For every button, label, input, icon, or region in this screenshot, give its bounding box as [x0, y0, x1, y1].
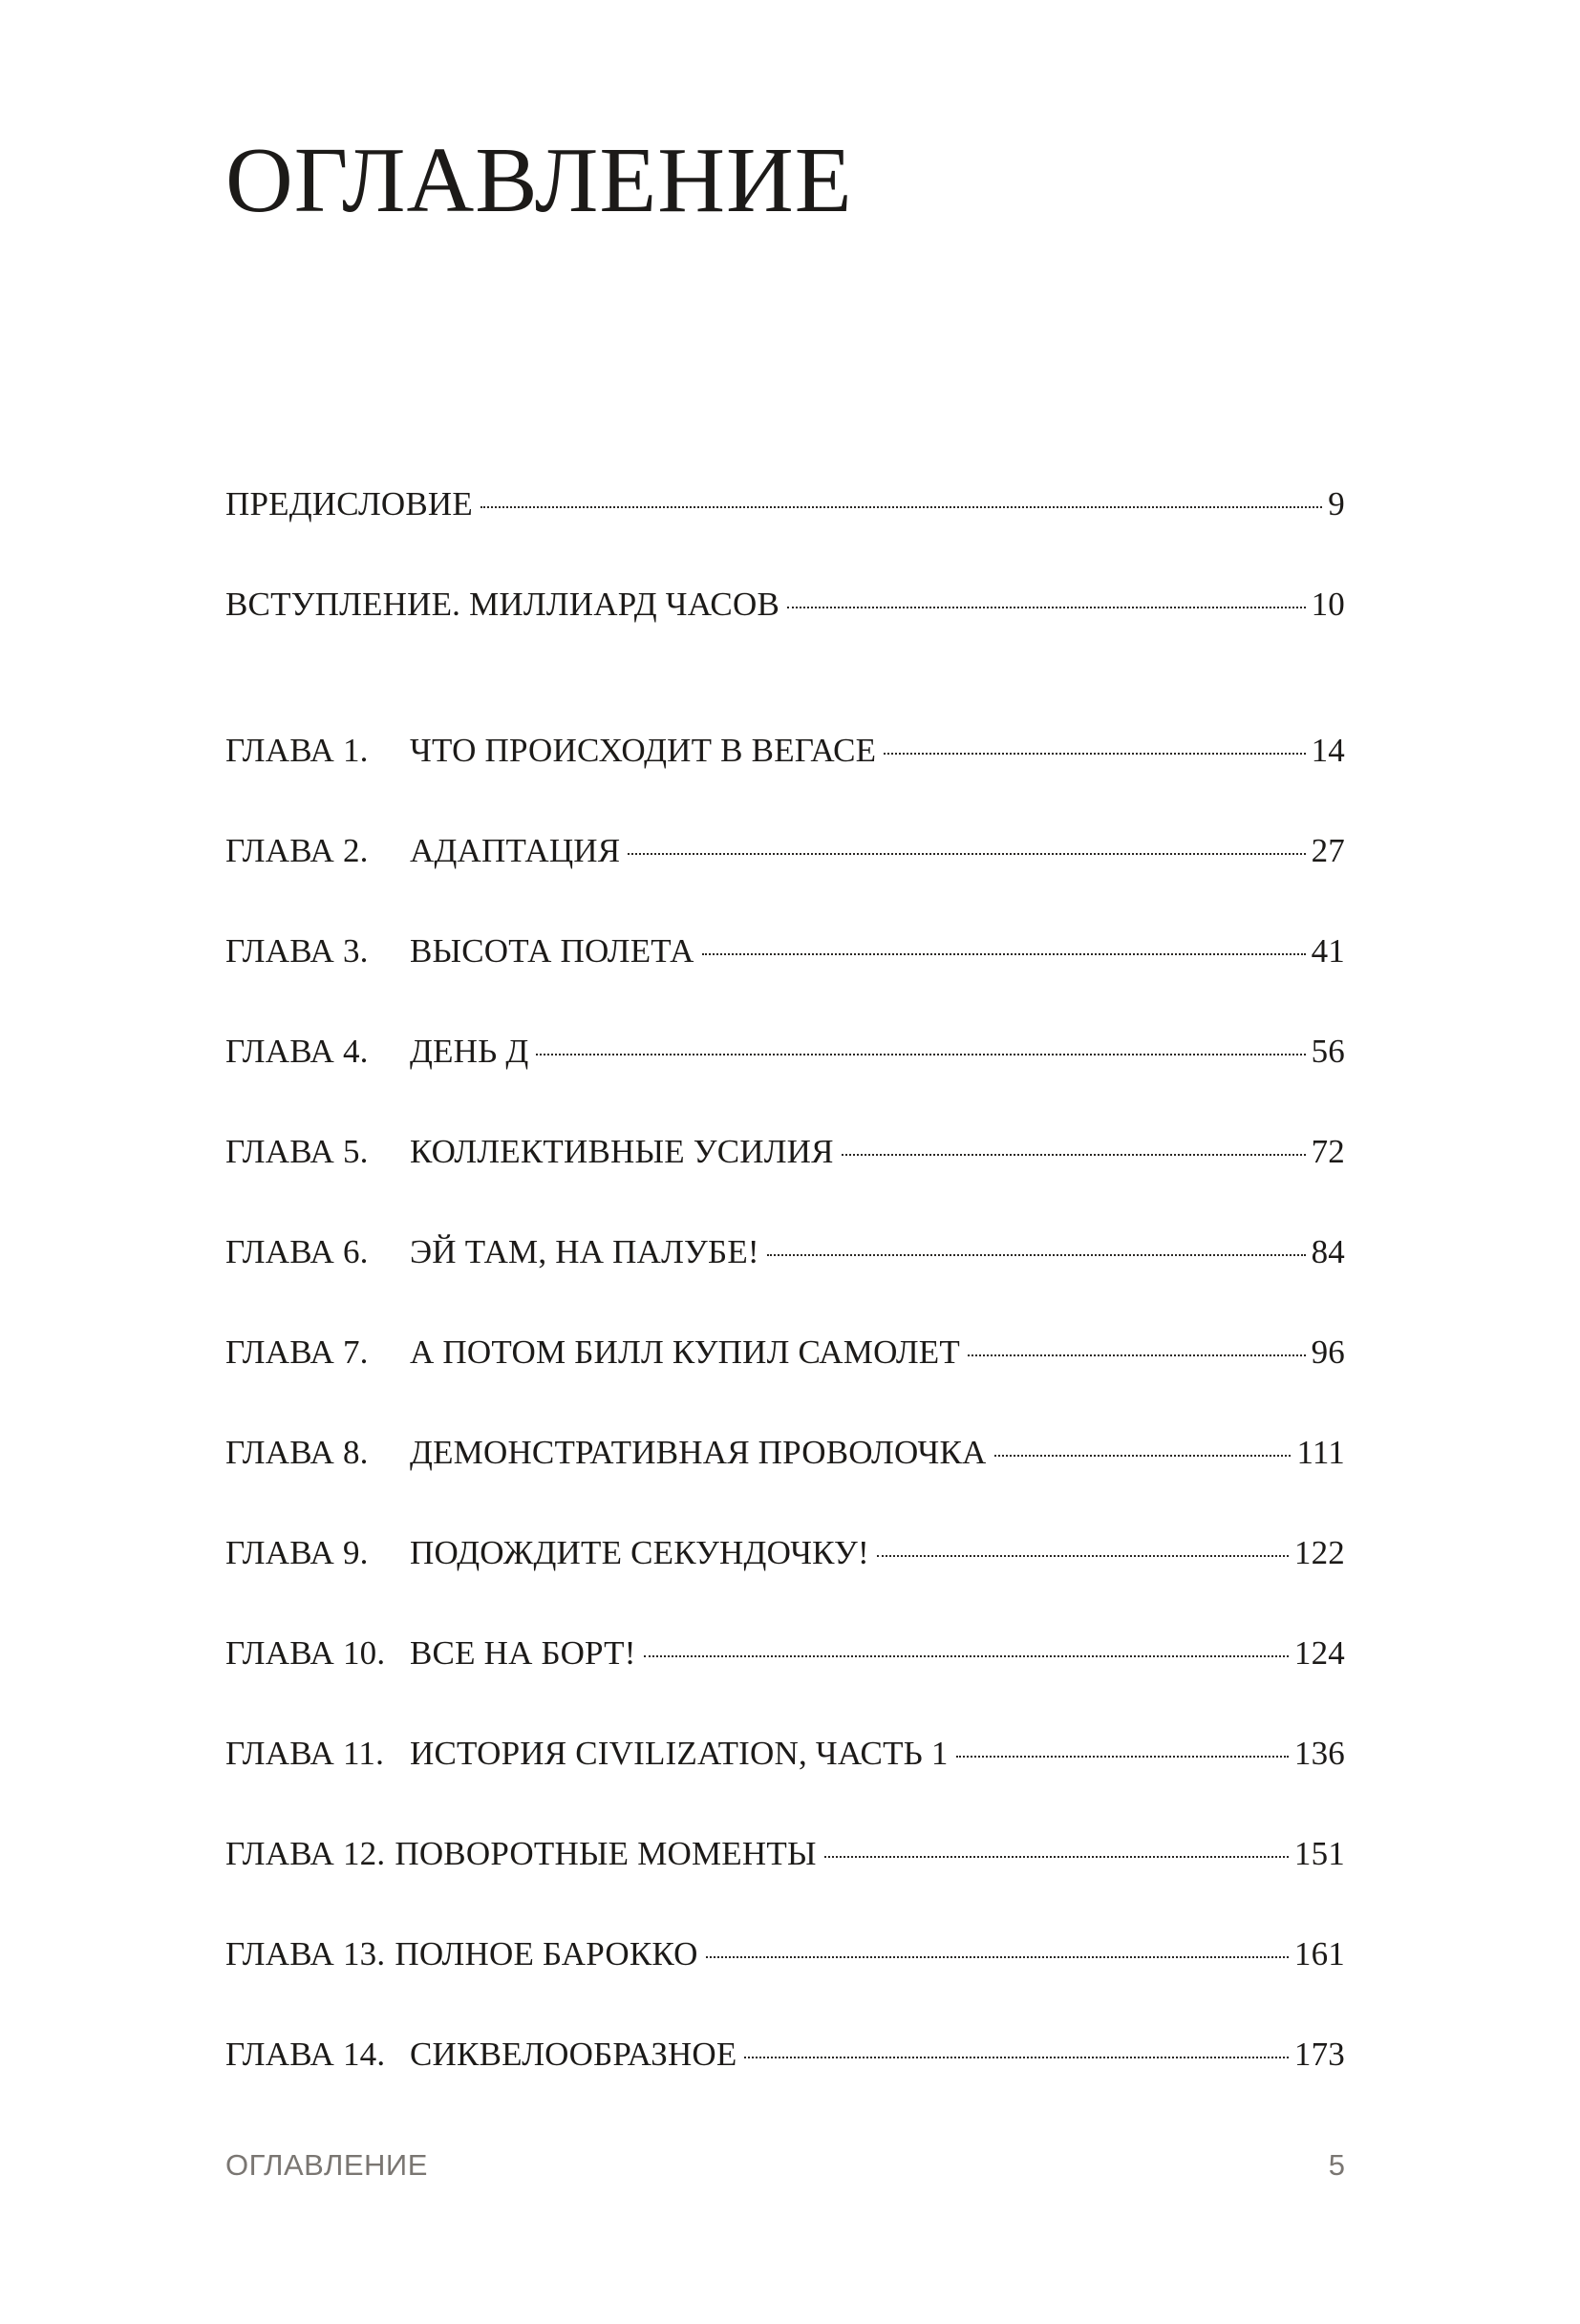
toc-entry-chapter-14[interactable] — [225, 2036, 1345, 2136]
toc-entry-page: 161 — [1293, 1935, 1345, 1972]
dot-leader — [787, 607, 1306, 608]
toc-entry-chapter-3[interactable] — [225, 932, 1345, 1033]
toc-chapter-number: ГЛАВА 9. — [225, 1534, 369, 1571]
toc-entry-page: 72 — [1311, 1133, 1345, 1170]
toc-entry-title: ДЕНЬ Д — [410, 1033, 529, 1070]
dot-leader — [702, 953, 1306, 955]
toc-entry-chapter-10[interactable] — [225, 1634, 1345, 1735]
toc-entry-title: ВЫСОТА ПОЛЕТА — [410, 932, 694, 970]
toc-chapter-number: ГЛАВА 5. — [225, 1133, 369, 1170]
dot-leader — [884, 753, 1305, 755]
toc-entry-title: ИСТОРИЯ CIVILIZATION, ЧАСТЬ 1 — [410, 1735, 949, 1772]
dot-leader — [994, 1455, 1292, 1457]
toc-entry-page: 96 — [1311, 1333, 1345, 1371]
toc-chapter-number: ГЛАВА 3. — [225, 932, 369, 970]
toc-entry-title: КОЛЛЕКТИВНЫЕ УСИЛИЯ — [410, 1133, 834, 1170]
dot-leader — [842, 1154, 1306, 1156]
table-of-contents — [225, 485, 1345, 2136]
dot-leader — [628, 853, 1305, 855]
toc-entry-page: 136 — [1293, 1735, 1345, 1772]
toc-chapter-number: ГЛАВА 7. — [225, 1333, 369, 1371]
dot-leader — [767, 1254, 1306, 1256]
page-number: 5 — [1328, 2148, 1345, 2182]
toc-entry-foreword[interactable] — [225, 485, 1345, 586]
toc-entry-title: ЧТО ПРОИСХОДИТ В ВЕГАСЕ — [410, 732, 877, 769]
toc-entry-title: ПРЕДИСЛОВИЕ — [225, 485, 473, 522]
toc-entry-chapter-8[interactable] — [225, 1434, 1345, 1534]
toc-entry-chapter-11[interactable] — [225, 1735, 1345, 1835]
toc-chapter-number: ГЛАВА 13. — [225, 1935, 386, 1972]
toc-entry-page: 9 — [1328, 485, 1345, 522]
toc-entry-title: СИКВЕЛООБРАЗНОЕ — [410, 2036, 737, 2073]
toc-chapter-number: ГЛАВА 8. — [225, 1434, 369, 1471]
toc-entry-chapter-5[interactable] — [225, 1133, 1345, 1233]
toc-entry-chapter-9[interactable] — [225, 1534, 1345, 1634]
dot-leader — [644, 1655, 1289, 1657]
toc-entry-title: ПОВОРОТНЫЕ МОМЕНТЫ — [395, 1835, 817, 1872]
toc-chapter-number: ГЛАВА 2. — [225, 832, 369, 869]
toc-entry-title: ВСТУПЛЕНИЕ. МИЛЛИАРД ЧАСОВ — [225, 586, 779, 623]
dot-leader — [824, 1856, 1289, 1858]
toc-entry-page: 84 — [1311, 1233, 1345, 1270]
dot-leader — [968, 1354, 1306, 1356]
toc-entry-chapter-1[interactable] — [225, 732, 1345, 832]
dot-leader — [956, 1756, 1289, 1758]
toc-entry-page: 41 — [1311, 932, 1345, 970]
toc-chapter-number: ГЛАВА 4. — [225, 1033, 369, 1070]
toc-chapter-number: ГЛАВА 10. — [225, 1634, 386, 1672]
toc-chapter-number: ГЛАВА 12. — [225, 1835, 386, 1872]
toc-entry-chapter-4[interactable] — [225, 1033, 1345, 1133]
toc-entry-chapter-13[interactable] — [225, 1935, 1345, 2036]
running-head: ОГЛАВЛЕНИЕ — [225, 2148, 428, 2182]
toc-entry-chapter-6[interactable] — [225, 1233, 1345, 1333]
toc-entry-title: ДЕМОНСТРАТИВНАЯ ПРОВОЛОЧКА — [410, 1434, 987, 1471]
toc-entry-page: 14 — [1311, 732, 1345, 769]
dot-leader — [877, 1555, 1289, 1557]
toc-chapter-number: ГЛАВА 14. — [225, 2036, 386, 2073]
toc-entry-page: 27 — [1311, 832, 1345, 869]
page-title: ОГЛАВЛЕНИЕ — [225, 129, 853, 232]
toc-entry-page: 151 — [1293, 1835, 1345, 1872]
toc-entry-chapter-2[interactable] — [225, 832, 1345, 932]
toc-entry-chapter-7[interactable] — [225, 1333, 1345, 1434]
toc-chapter-number: ГЛАВА 11. — [225, 1735, 385, 1772]
dot-leader — [706, 1956, 1289, 1958]
toc-entry-page: 122 — [1293, 1534, 1345, 1571]
dot-leader — [480, 506, 1322, 508]
toc-entry-title: ПОДОЖДИТЕ СЕКУНДОЧКУ! — [410, 1534, 869, 1571]
toc-entry-page: 173 — [1293, 2036, 1345, 2073]
toc-entry-page: 10 — [1311, 586, 1345, 623]
toc-chapter-number: ГЛАВА 6. — [225, 1233, 369, 1270]
toc-entry-page: 111 — [1296, 1434, 1345, 1471]
toc-entry-title: А ПОТОМ БИЛЛ КУПИЛ САМОЛЕТ — [410, 1333, 960, 1371]
toc-entry-title: ПОЛНОЕ БАРОККО — [395, 1935, 698, 1972]
toc-entry-title: ВСЕ НА БОРТ! — [410, 1634, 636, 1672]
toc-entry-page: 56 — [1311, 1033, 1345, 1070]
dot-leader — [536, 1054, 1305, 1055]
toc-entry-page: 124 — [1293, 1634, 1345, 1672]
toc-entry-title: ЭЙ ТАМ, НА ПАЛУБЕ! — [410, 1233, 759, 1270]
toc-chapter-number: ГЛАВА 1. — [225, 732, 369, 769]
toc-entry-chapter-12[interactable] — [225, 1835, 1345, 1935]
toc-entry-title: АДАПТАЦИЯ — [410, 832, 621, 869]
toc-entry-introduction[interactable] — [225, 586, 1345, 686]
dot-leader — [744, 2057, 1288, 2058]
